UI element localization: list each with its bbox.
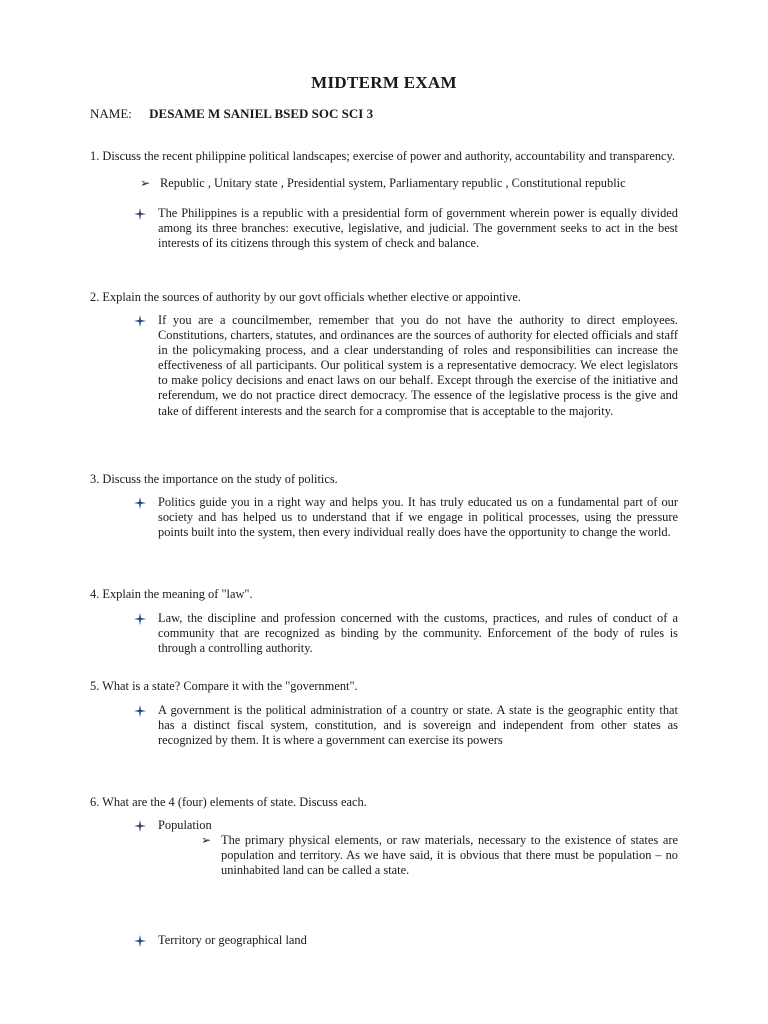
- q3-answer-text: Politics guide you in a right way and helps you. It has truly educated us on a fundamental part of our society and has helped us to understand that if we engage in political processes, using the pressure points built into the system, then every individual really does have the opportunity to change the world.: [158, 495, 678, 540]
- q6-item-population-label: Population: [158, 818, 212, 832]
- q6-item-territory-label: Territory or geographical land: [158, 933, 307, 947]
- star-bullet-icon: [134, 820, 146, 832]
- q1-answer-text: The Philippines is a republic with a presidential form of government wherein power is equally divided among its three branches: executive, legislative, and judicial. The government seeks to act in the best interests of its citizens through this system of check and balance.: [158, 206, 678, 251]
- question-6: 6. What are the 4 (four) elements of state. Discuss each.: [90, 795, 367, 809]
- q5-answer: [158, 703, 678, 748]
- star-bullet-icon: [134, 935, 146, 947]
- question-3: 3. Discuss the importance on the study of politics.: [90, 472, 338, 486]
- name-label: NAME:: [90, 106, 132, 121]
- question-2: 2. Explain the sources of authority by our govt officials whether elective or appointive.: [90, 290, 521, 304]
- q3-answer: [158, 495, 678, 540]
- q2-answer-text: If you are a councilmember, remember that you do not have the authority to direct employees. Constitutions, charters, statutes, and ordinances are the sources of authority for elected officials and staff in the policymaking process, and a clear understanding of roles and responsibilities can increase the effectiveness of all participants. Our political system is a representative democracy. We elect legislators to make policy decisions and enact laws on our behalf. Except through the exercise of the initiative and referendum, we do not practice direct democracy. The essence of the legislative process is the give and take of different interests and the search for a compromise that is acceptable to the majority.: [158, 313, 678, 418]
- arrowhead-bullet-icon: ➢: [140, 176, 151, 190]
- star-bullet-icon: [134, 705, 146, 717]
- q5-answer-text: A government is the political administration of a country or state. A state is the geographic entity that has a distinct fiscal system, constitution, and is sovereign and independent from other states as recognized by them. It is where a government can exercise its powers: [158, 703, 678, 748]
- page-title: MIDTERM EXAM: [311, 73, 457, 92]
- q4-answer-text: Law, the discipline and profession concerned with the customs, practices, and rules of conduct of a community that are recognized as binding by the community. Enforcement of the body of rules is through a controlling authority.: [158, 611, 678, 656]
- star-bullet-icon: [134, 613, 146, 625]
- q6-item-population: [158, 818, 678, 833]
- q6-population-text: The primary physical elements, or raw materials, necessary to the existence of states are population and territory. As we have said, it is obvious that there must be population – no uninhabited land can be called a state.: [221, 833, 678, 877]
- question-5: 5. What is a state? Compare it with the "government".: [90, 679, 358, 693]
- q4-answer: [158, 611, 678, 656]
- q2-answer: [158, 313, 678, 419]
- q6-population-detail: [201, 833, 678, 878]
- q1-arrow-text: Republic , Unitary state , Presidential system, Parliamentary republic , Constitutional republic: [160, 176, 626, 190]
- question-4: 4. Explain the meaning of "law".: [90, 587, 253, 601]
- name-value: DESAME M SANIEL BSED SOC SCI 3: [149, 106, 374, 121]
- q1-arrow-item: [140, 176, 678, 191]
- star-bullet-icon: [134, 315, 146, 327]
- star-bullet-icon: [134, 497, 146, 509]
- q1-answer: [158, 206, 678, 251]
- arrowhead-bullet-icon: ➢: [201, 833, 212, 847]
- question-1: 1. Discuss the recent philippine political landscapes; exercise of power and authority, accountability and transparency.: [90, 149, 676, 163]
- star-bullet-icon: [134, 208, 146, 220]
- q6-item-territory: [158, 933, 678, 948]
- name-line: [90, 106, 373, 122]
